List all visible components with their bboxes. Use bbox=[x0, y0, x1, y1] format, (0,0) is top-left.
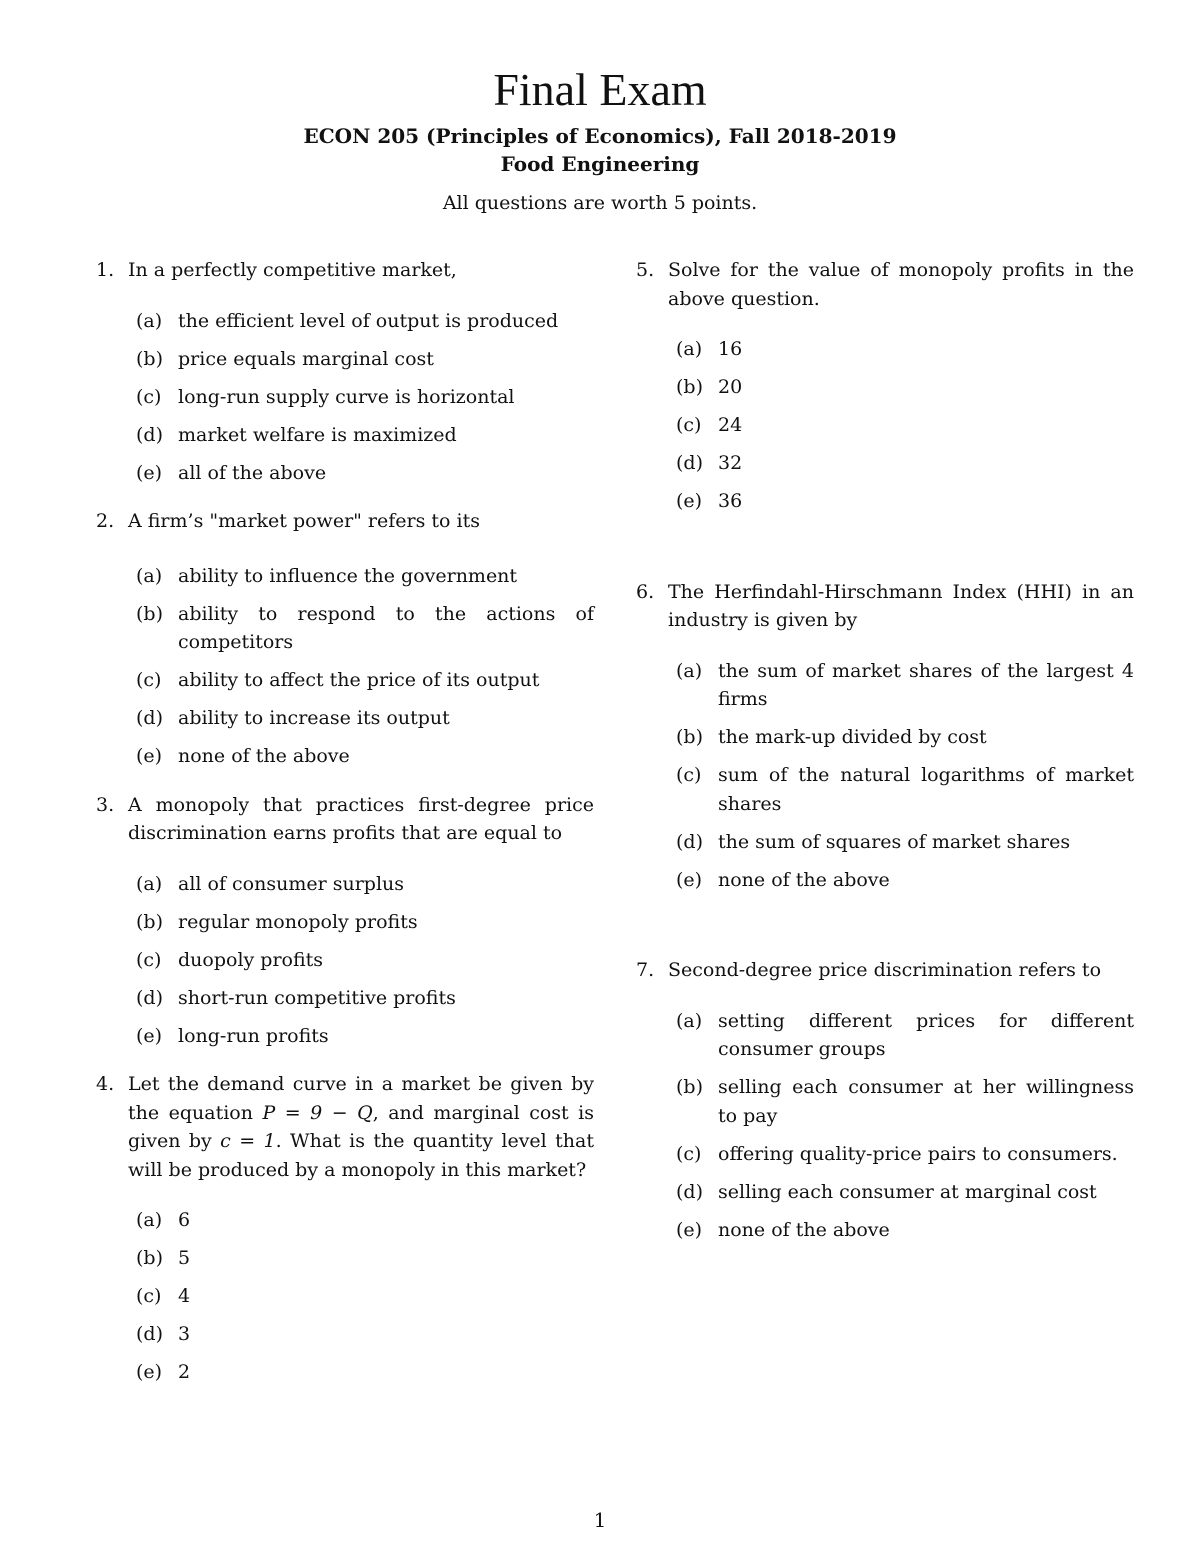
option-label: (b) bbox=[676, 376, 703, 398]
option-c bbox=[136, 1282, 594, 1311]
option-text: offering quality-price pairs to consumers. bbox=[718, 1142, 1118, 1165]
question-number: 6. bbox=[636, 580, 655, 603]
option-label: (c) bbox=[136, 948, 162, 971]
option-c bbox=[676, 761, 1134, 818]
option-text: all of the above bbox=[178, 461, 327, 484]
option-label: (c) bbox=[676, 764, 702, 786]
option-text: ability to respond to the actions of competitors bbox=[178, 602, 594, 653]
option-label: (d) bbox=[676, 452, 703, 474]
option-label: (e) bbox=[136, 1361, 163, 1383]
option-label: (e) bbox=[136, 461, 163, 484]
option-d bbox=[136, 1320, 594, 1349]
option-label: (a) bbox=[676, 338, 703, 360]
option-text: 32 bbox=[718, 452, 743, 474]
option-text: 5 bbox=[178, 1247, 191, 1269]
department-name: Food Engineering bbox=[500, 152, 700, 176]
question-text: A firm’s "market power" refers to its bbox=[128, 510, 480, 532]
option-label: (a) bbox=[136, 872, 163, 895]
option-text: regular monopoly profits bbox=[178, 910, 418, 933]
option-a bbox=[676, 657, 1134, 714]
option-text: setting different prices for different consumer groups bbox=[718, 1009, 1134, 1060]
option-c bbox=[136, 946, 594, 975]
option-d bbox=[136, 984, 594, 1013]
exam-header bbox=[0, 64, 1200, 216]
option-d bbox=[136, 421, 594, 450]
question-text: Solve for the value of monopoly profits in the above question. bbox=[668, 259, 1134, 310]
question-number: 2. bbox=[96, 510, 115, 532]
option-label: (a) bbox=[676, 659, 703, 682]
option-text: long-run supply curve is horizontal bbox=[178, 385, 515, 408]
option-label: (e) bbox=[136, 745, 163, 767]
question-4 bbox=[96, 1070, 594, 1387]
question-number: 3. bbox=[96, 793, 115, 816]
option-text: 3 bbox=[178, 1323, 191, 1345]
option-d bbox=[136, 704, 594, 733]
question-2 bbox=[96, 507, 594, 771]
right-column bbox=[636, 256, 1134, 1254]
option-text: selling each consumer at her willingness to pay bbox=[718, 1076, 1134, 1127]
option-label: (b) bbox=[136, 1247, 163, 1269]
option-a bbox=[136, 562, 594, 591]
question-text bbox=[128, 1070, 594, 1184]
option-label: (d) bbox=[676, 830, 703, 853]
option-d bbox=[676, 449, 1134, 478]
option-label: (c) bbox=[676, 1142, 702, 1165]
option-b bbox=[676, 373, 1134, 402]
option-b bbox=[676, 723, 1134, 752]
option-label: (c) bbox=[136, 385, 162, 408]
option-label: (c) bbox=[136, 1285, 162, 1307]
option-b bbox=[136, 1244, 594, 1273]
option-label: (a) bbox=[136, 564, 163, 587]
option-text: ability to increase its output bbox=[178, 707, 450, 729]
option-text: none of the above bbox=[718, 1218, 890, 1241]
page-number: 1 bbox=[593, 1508, 607, 1532]
option-text: none of the above bbox=[178, 745, 350, 767]
question-number: 5. bbox=[636, 259, 655, 281]
option-text: 36 bbox=[718, 490, 743, 512]
option-d bbox=[676, 828, 1134, 857]
option-c bbox=[676, 411, 1134, 440]
option-e bbox=[136, 459, 594, 488]
option-text: none of the above bbox=[718, 868, 890, 891]
option-label: (b) bbox=[676, 726, 703, 748]
option-text: 20 bbox=[718, 376, 743, 398]
question-text-part: . What is the quantity level that will be produced by a monopoly in this market? bbox=[128, 1130, 594, 1181]
question-text: The Herfindahl-Hirschmann Index (HHI) in an industry is given by bbox=[668, 580, 1134, 631]
option-label: (e) bbox=[136, 1024, 163, 1047]
option-c bbox=[136, 666, 594, 695]
question-1 bbox=[96, 256, 594, 487]
option-d bbox=[676, 1178, 1134, 1207]
option-label: (d) bbox=[676, 1180, 703, 1203]
question-number: 1. bbox=[96, 259, 115, 281]
question-5 bbox=[636, 256, 1134, 516]
option-text: the sum of market shares of the largest 4 firms bbox=[718, 659, 1134, 710]
option-e bbox=[676, 866, 1134, 895]
course-title: ECON 205 (Principles of Economics), Fall 2018-2019 bbox=[303, 124, 897, 148]
option-b bbox=[136, 908, 594, 937]
option-text: 6 bbox=[178, 1209, 191, 1231]
option-label: (d) bbox=[136, 423, 163, 446]
question-text-part: Let the demand curve in a market be given by the equation bbox=[128, 1073, 594, 1124]
option-a bbox=[136, 1206, 594, 1235]
option-e bbox=[676, 1216, 1134, 1245]
option-a bbox=[676, 1007, 1134, 1064]
option-text: 24 bbox=[718, 414, 743, 436]
option-text: short-run competitive profits bbox=[178, 986, 456, 1009]
points-note: All questions are worth 5 points. bbox=[442, 192, 758, 214]
option-c bbox=[136, 383, 594, 412]
option-text: all of consumer surplus bbox=[178, 872, 405, 895]
option-text: sum of the natural logarithms of market shares bbox=[718, 764, 1134, 815]
option-text: the efficient level of output is produced bbox=[178, 309, 559, 332]
option-a bbox=[676, 335, 1134, 364]
option-label: (e) bbox=[676, 1218, 703, 1241]
question-text: In a perfectly competitive market, bbox=[128, 259, 457, 281]
question-text: A monopoly that practices first-degree price discrimination earns profits that are equal to bbox=[128, 793, 594, 844]
option-label: (b) bbox=[136, 910, 163, 933]
option-e bbox=[676, 487, 1134, 516]
option-label: (d) bbox=[136, 986, 163, 1009]
exam-title: Final Exam bbox=[493, 64, 707, 115]
option-text: long-run profits bbox=[178, 1024, 329, 1047]
option-text: duopoly profits bbox=[178, 948, 324, 971]
marginal-cost-equation: c = 1 bbox=[220, 1130, 276, 1152]
option-text: the mark-up divided by cost bbox=[718, 726, 987, 748]
option-label: (c) bbox=[136, 669, 162, 691]
option-text: market welfare is maximized bbox=[178, 423, 457, 446]
option-label: (a) bbox=[676, 1009, 703, 1032]
option-text: ability to influence the government bbox=[178, 564, 518, 587]
option-c bbox=[676, 1140, 1134, 1169]
option-label: (b) bbox=[136, 347, 163, 370]
question-number: 7. bbox=[636, 959, 655, 981]
option-a bbox=[136, 870, 594, 899]
option-text: price equals marginal cost bbox=[178, 347, 434, 370]
question-3 bbox=[96, 791, 594, 1051]
question-6 bbox=[636, 578, 1134, 895]
option-text: selling each consumer at marginal cost bbox=[718, 1180, 1097, 1203]
question-7 bbox=[636, 956, 1134, 1244]
question-text-part: , and marginal cost is given by bbox=[128, 1101, 594, 1152]
option-text: ability to affect the price of its output bbox=[178, 669, 540, 691]
option-b bbox=[136, 600, 594, 657]
demand-equation: P = 9 − Q bbox=[262, 1101, 373, 1124]
option-e bbox=[136, 1022, 594, 1051]
option-label: (b) bbox=[676, 1076, 703, 1098]
option-text: 4 bbox=[178, 1285, 191, 1307]
left-column bbox=[96, 256, 594, 1396]
option-label: (d) bbox=[136, 1323, 163, 1345]
option-text: 2 bbox=[178, 1361, 191, 1383]
option-label: (c) bbox=[676, 414, 702, 436]
option-label: (e) bbox=[676, 490, 703, 512]
option-e bbox=[136, 1358, 594, 1387]
option-text: 16 bbox=[718, 338, 743, 360]
option-b bbox=[136, 345, 594, 374]
option-b bbox=[676, 1073, 1134, 1130]
option-a bbox=[136, 307, 594, 336]
option-label: (b) bbox=[136, 602, 163, 625]
option-label: (d) bbox=[136, 707, 163, 729]
question-text: Second-degree price discrimination refers to bbox=[668, 959, 1102, 981]
option-e bbox=[136, 742, 594, 771]
option-label: (a) bbox=[136, 1209, 163, 1231]
question-number: 4. bbox=[96, 1073, 115, 1095]
option-label: (e) bbox=[676, 868, 703, 891]
option-text: the sum of squares of market shares bbox=[718, 830, 1071, 853]
option-label: (a) bbox=[136, 309, 163, 332]
